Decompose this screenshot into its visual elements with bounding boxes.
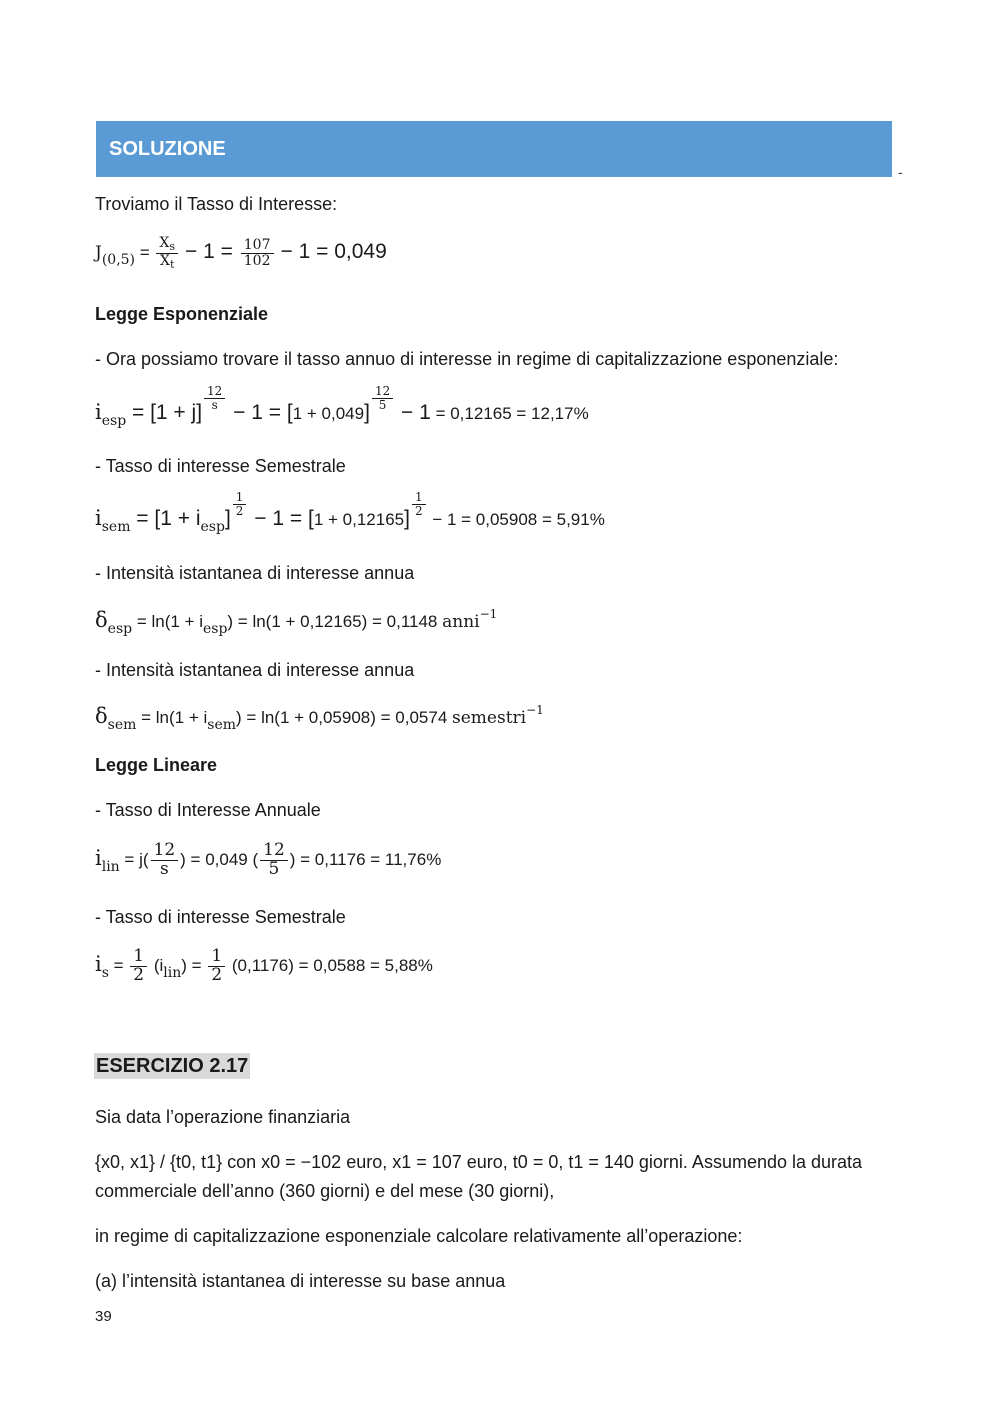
intro-text: Troviamo il Tasso di Interesse: [95, 194, 338, 214]
banner-title: SOLUZIONE [109, 137, 226, 160]
exercise-paragraph-1: Sia data l’operazione finanziaria [95, 1107, 351, 1127]
semestral-rate-label-2: - Tasso di interesse Semestrale [95, 907, 346, 927]
exercise-paragraph-3: in regime di capitalizzazione esponenziale calcolare relativamente all’operazione: [95, 1226, 743, 1246]
semestral-rate-label: - Tasso di interesse Semestrale [95, 456, 346, 476]
solution-banner [96, 121, 892, 177]
equation-i-lin: $i_{lin} = j$( $\frac{12}{s}$ ) = 0,049 ( $\frac{12}{5}$ ) = 0,1176 = 11,76% [95, 840, 442, 879]
annual-rate-label: - Tasso di Interesse Annuale [95, 800, 321, 820]
equation-i-s: $i_s$ = $\frac{1}{2}$ $(i_{lin})$ = $\frac{1}{2}$ (0,1176) = 0,0588 = 5,88% [95, 946, 433, 985]
section-linear: Legge Lineare [95, 755, 218, 775]
intensity-label-1: - Intensità istantanea di interesse annua [95, 563, 415, 583]
equation-delta-esp: $\delta_{esp} = \ln(1 + i_{esp}) = \ln(1 + 0,12165) = 0,1148$ anni$^{-1}$ [95, 607, 498, 637]
equation-delta-sem: $\delta_{sem} = \ln(1 + i_{sem}) = \ln(1 + 0,05908) = 0,0574$ semestri$^{-1}$ [95, 703, 544, 733]
intensity-label-2: - Intensità istantanea di interesse annua [95, 660, 415, 680]
exercise-paragraph-4: (a) l’intensità istantanea di interesse su base annua [95, 1271, 506, 1291]
exercise-title: ESERCIZIO 2.17 [96, 1055, 249, 1077]
equation-i-esp: $i_{esp} = [1 + j]$ $\frac{12}{s}$ − 1 = [1 + 0,049] $\frac{12}{5}$ − 1 = 0,12165 = 12,17% [95, 384, 589, 429]
equation-interest-rate: $J_{(0,5)}$ = $\frac{X_s}{X_t}$ − 1 = $\frac{107}{102}$ − 1 = 0,049 [95, 235, 387, 271]
margin-dash: - [898, 164, 903, 180]
exp-intro-text: - Ora possiamo trovare il tasso annuo di interesse in regime di capitalizzazione esponenziale: [95, 349, 839, 369]
exercise-paragraph-2b: commerciale dell’anno (360 giorni) e del mese (30 giorni), [95, 1181, 555, 1201]
equation-i-sem: $i_{sem} = [1 + i_{esp}]$ $\frac{1}{2}$ − 1 = [1 + 0,12165] $\frac{1}{2}$ − 1 = 0,05908 = 5,91% [95, 490, 605, 535]
exercise-paragraph-2a: {x0, x1} / {t0, t1} con x0 = −102 euro, x1 = 107 euro, t0 = 0, t1 = 140 giorni. Assumendo la durata [95, 1152, 863, 1172]
section-exponential: Legge Esponenziale [95, 304, 269, 324]
page-number: 39 [95, 1308, 112, 1325]
